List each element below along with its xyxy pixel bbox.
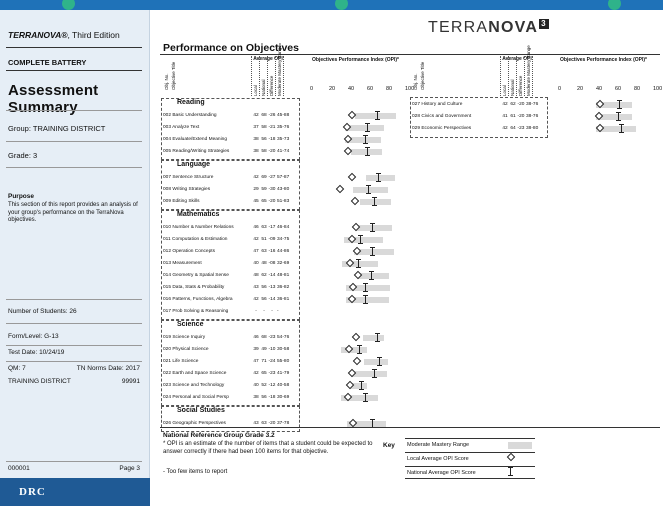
- doc-number: 000001: [8, 465, 30, 472]
- local-opi: 38: [253, 137, 259, 142]
- opi-difference: -09: [268, 237, 276, 242]
- mastery-range: 35-73: [277, 137, 290, 142]
- mastery-range: 35-76: [277, 125, 290, 130]
- mastery-range: 38-76: [526, 102, 539, 107]
- local-opi: 38: [253, 395, 259, 400]
- grade-label: Grade: 3: [8, 151, 38, 160]
- objective-title: 029 Economic Perspectives: [412, 126, 472, 131]
- opi-difference: -18: [268, 395, 276, 400]
- national-score-marker: [356, 259, 361, 268]
- category-box: [161, 210, 300, 320]
- column-rule: [251, 56, 252, 96]
- national-opi: 68: [261, 335, 267, 340]
- local-opi: 41: [502, 114, 508, 119]
- local-opi: -: [255, 309, 257, 314]
- column-rule: [532, 56, 533, 96]
- opi-difference: -14: [268, 273, 276, 278]
- mastery-range: -: [277, 309, 279, 314]
- mastery-range: 37-78: [277, 421, 290, 426]
- category-heading: Language: [177, 161, 211, 168]
- national-opi: 64: [510, 126, 516, 131]
- district-code: 99991: [121, 378, 140, 385]
- opi-difference: -24: [268, 359, 276, 364]
- objective-title: 022 Earth and Space Science: [163, 371, 227, 376]
- local-score-marker: [352, 357, 360, 365]
- objective-title: 028 Civics and Government: [412, 114, 472, 119]
- objective-title: 008 Writing Strategies: [163, 187, 211, 192]
- local-opi: 42: [502, 102, 508, 107]
- scale-tick-label: 40: [348, 86, 355, 92]
- mastery-range: 43-80: [277, 187, 290, 192]
- national-opi: 58: [261, 149, 267, 154]
- national-opi: 63: [261, 421, 267, 426]
- objective-title: 013 Measurement: [163, 261, 202, 266]
- district-name: TRAINING DISTRICT: [8, 378, 71, 385]
- local-opi: 42: [253, 297, 259, 302]
- divider: [6, 461, 142, 462]
- opi-heading: Objectives Performance Index (OPI)*: [560, 57, 647, 63]
- scale-tick-label: 80: [386, 86, 393, 92]
- report-title: Assessment Summary: [8, 82, 99, 116]
- mastery-range: 34-75: [277, 237, 290, 242]
- opi-difference: -23: [517, 126, 525, 131]
- form-level: Form/Level: G-13: [8, 333, 59, 340]
- opi-difference: -20: [268, 149, 276, 154]
- objective-title: 012 Operation Concepts: [163, 249, 215, 254]
- national-opi: 56: [261, 395, 267, 400]
- local-opi: 40: [253, 261, 259, 266]
- national-opi: 52: [261, 383, 267, 388]
- national-opi: 69: [261, 175, 267, 180]
- category-heading: Reading: [177, 99, 205, 106]
- col-difference: Difference: [269, 75, 274, 96]
- opi-difference: -18: [268, 137, 276, 142]
- objective-title: 009 Editing Skills: [163, 199, 200, 204]
- divider: [6, 141, 142, 142]
- scale-tick-label: 40: [596, 86, 603, 92]
- col-national: National: [261, 79, 266, 96]
- national-score-marker: [359, 381, 364, 390]
- objective-title: 005 Reading/Writing Strategies: [163, 149, 230, 154]
- category-box: [410, 97, 548, 138]
- scale-tick-label: 0: [310, 86, 314, 92]
- col-obj-no: Obj. No.: [413, 73, 418, 90]
- opi-difference: -20: [517, 114, 525, 119]
- local-score-marker: [335, 185, 343, 193]
- objective-title: 021 Life Science: [163, 359, 199, 364]
- dash-footnote: - Too few items to report: [163, 469, 228, 475]
- column-rule: [516, 56, 517, 96]
- mastery-range: 51-83: [277, 199, 290, 204]
- scale-tick-label: 100: [405, 86, 415, 92]
- col-national: National: [510, 79, 515, 96]
- top-bar: [0, 0, 663, 10]
- national-score-marker: [363, 393, 368, 402]
- qm-row: [8, 365, 140, 372]
- key-label: Key: [383, 442, 395, 449]
- category-box: [161, 160, 300, 210]
- objective-title: 002 Basic Understanding: [163, 113, 217, 118]
- national-opi: 63: [261, 249, 267, 254]
- objective-title: 024 Personal and Social Persp: [163, 395, 229, 400]
- mastery-range: 41-79: [277, 371, 290, 376]
- objective-title: 017 Prob Solving & Reasoning: [163, 309, 229, 314]
- column-rule: [283, 56, 284, 96]
- page-number: Page 3: [119, 465, 140, 472]
- divider: [6, 323, 142, 324]
- district-row: [8, 378, 140, 385]
- national-score-marker: [365, 147, 370, 156]
- national-score-marker: [619, 124, 624, 133]
- mastery-range: 38-80: [526, 126, 539, 131]
- group-label: Group: TRAINING DISTRICT: [8, 124, 106, 133]
- sidebar: [0, 10, 150, 506]
- objective-title: 027 History and Culture: [412, 102, 463, 107]
- reference-group: National Reference Group Grade 3.2: [163, 432, 275, 439]
- category-heading: Science: [177, 321, 204, 328]
- key-mastery-swatch: [508, 442, 532, 449]
- national-opi: 65: [261, 199, 267, 204]
- national-score-marker: [372, 197, 377, 206]
- local-opi: 42: [253, 175, 259, 180]
- local-score-marker: [351, 333, 359, 341]
- col-obj-title: Objective Title: [171, 61, 176, 90]
- national-opi: 59: [261, 187, 267, 192]
- local-score-marker: [348, 173, 356, 181]
- divider: [6, 361, 142, 362]
- local-opi: 42: [253, 371, 259, 376]
- opi-difference: -13: [268, 285, 276, 290]
- national-opi: 49: [261, 347, 267, 352]
- national-opi: 61: [510, 114, 516, 119]
- scale-tick-label: 60: [615, 86, 622, 92]
- divider: [160, 427, 660, 428]
- mastery-range: 48-81: [277, 273, 290, 278]
- opi-difference: -27: [268, 175, 276, 180]
- col-local: Local: [253, 85, 258, 96]
- mastery-range: 46-84: [277, 225, 290, 230]
- battery-label: COMPLETE BATTERY: [8, 58, 87, 67]
- local-opi: 43: [253, 421, 259, 426]
- national-opi: 56: [261, 285, 267, 290]
- category-heading: Mathematics: [177, 211, 220, 218]
- local-opi: 47: [253, 249, 259, 254]
- mastery-range: 30-69: [277, 395, 290, 400]
- national-score-marker: [357, 345, 362, 354]
- opi-difference: -23: [268, 371, 276, 376]
- key-mastery: Moderate Mastery Range: [405, 438, 535, 450]
- scale-tick-label: 0: [558, 86, 562, 92]
- col-mastery: Moderate Mastery Range: [277, 45, 282, 96]
- objective-title: 007 Sentence Structure: [163, 175, 214, 180]
- local-opi: 47: [253, 359, 259, 364]
- national-opi: -: [263, 309, 265, 314]
- purpose-heading: Purpose: [8, 193, 35, 200]
- mastery-range: 30-58: [277, 347, 290, 352]
- national-opi: 65: [261, 371, 267, 376]
- col-mastery: Moderate Mastery Range: [526, 45, 531, 96]
- divider: [6, 47, 142, 48]
- national-score-marker: [365, 123, 370, 132]
- col-difference: Difference: [518, 75, 523, 96]
- national-score-marker: [370, 247, 375, 256]
- mastery-range: 40-58: [277, 383, 290, 388]
- national-opi: 56: [261, 137, 267, 142]
- local-score-icon: [507, 453, 515, 461]
- objective-title: 003 Analyze Text: [163, 125, 200, 130]
- objective-title: 015 Data, Stats & Probability: [163, 285, 225, 290]
- opi-heading: Objectives Performance Index (OPI)*: [312, 57, 399, 63]
- decor-dot: [335, 0, 348, 10]
- opi-difference: -17: [268, 225, 276, 230]
- objective-title: 014 Geometry & Spatial Sense: [163, 273, 229, 278]
- col-obj-no: Obj. No.: [164, 73, 169, 90]
- column-rule: [275, 56, 276, 96]
- category-box: [161, 406, 300, 432]
- scale-tick-label: 80: [634, 86, 641, 92]
- decor-dot: [62, 0, 75, 10]
- national-opi: 68: [261, 113, 267, 118]
- opi-difference: -14: [268, 297, 276, 302]
- national-opi: 51: [261, 237, 267, 242]
- mastery-range-bar: [351, 371, 387, 377]
- key-national-marker: [506, 466, 516, 477]
- qm-label: QM: 7: [8, 365, 26, 372]
- scale-tick-label: 20: [329, 86, 336, 92]
- national-score-marker: [376, 173, 381, 182]
- mastery-range: 38-76: [526, 114, 539, 119]
- local-opi: 37: [253, 125, 259, 130]
- page-row: [8, 465, 140, 472]
- local-opi: 43: [253, 285, 259, 290]
- col-local: Local: [502, 85, 507, 96]
- key-national: National Average OPI Score: [405, 466, 535, 479]
- opi-difference: -30: [268, 187, 276, 192]
- local-opi: 42: [253, 113, 259, 118]
- divider: [6, 299, 142, 300]
- national-score-marker: [616, 112, 621, 121]
- terranova-logo: TERRANOVA 3: [428, 19, 547, 36]
- opi-difference: -20: [268, 421, 276, 426]
- national-score-marker: [375, 111, 380, 120]
- national-opi: 56: [261, 297, 267, 302]
- national-opi: 58: [261, 125, 267, 130]
- mastery-range: 45-88: [277, 113, 290, 118]
- divider: [6, 345, 142, 346]
- objective-title: 019 Science Inquiry: [163, 335, 206, 340]
- opi-difference: -21: [268, 125, 276, 130]
- opi-difference: -20: [268, 199, 276, 204]
- local-opi: 42: [502, 126, 508, 131]
- opi-difference: -08: [268, 261, 276, 266]
- local-opi: 48: [253, 273, 259, 278]
- key-local-marker: [506, 452, 516, 463]
- national-score-marker: [370, 223, 375, 232]
- decor-dot: [608, 0, 621, 10]
- norms-date: TN Norms Date: 2017: [76, 365, 140, 372]
- opi-difference: -20: [517, 102, 525, 107]
- section-title: Performance on Objectives: [163, 42, 299, 54]
- test-date: Test Date: 10/24/19: [8, 349, 65, 356]
- column-rule: [508, 56, 509, 96]
- opi-footnote: * OPI is an estimate of the number of items that a student could be expected to answer correctly if there had been 100 items for that objective.: [163, 441, 373, 455]
- category-box: [161, 320, 300, 406]
- mastery-range: 41-74: [277, 149, 290, 154]
- national-score-marker: [358, 235, 363, 244]
- opi-difference: -16: [268, 249, 276, 254]
- local-opi: 29: [253, 187, 259, 192]
- mastery-range: 54-76: [277, 335, 290, 340]
- scale-tick-label: 20: [577, 86, 584, 92]
- national-opi: 48: [261, 261, 267, 266]
- opi-difference: -26: [268, 113, 276, 118]
- mastery-range: 36-82: [277, 285, 290, 290]
- column-rule: [500, 56, 501, 96]
- opi-difference: -12: [268, 383, 276, 388]
- divider: [160, 54, 660, 55]
- column-rule: [524, 56, 525, 96]
- national-score-marker: [375, 333, 380, 342]
- local-opi: 46: [253, 225, 259, 230]
- objective-title: 020 Physical Science: [163, 347, 209, 352]
- national-opi: 71: [261, 359, 267, 364]
- mastery-range: 36-81: [277, 297, 290, 302]
- national-score-marker: [617, 100, 622, 109]
- mastery-range: 57-87: [277, 175, 290, 180]
- national-score-marker: [363, 135, 368, 144]
- avg-opi-heading: Average OPI: [502, 56, 532, 62]
- national-score-marker: [366, 185, 371, 194]
- col-obj-title: Objective Title: [420, 61, 425, 90]
- divider: [6, 110, 142, 111]
- local-opi: 46: [253, 335, 259, 340]
- objective-title: 010 Number & Number Relations: [163, 225, 234, 230]
- national-score-marker: [363, 295, 368, 304]
- national-opi: 62: [261, 273, 267, 278]
- objective-title: 004 Evaluate/Extend Meaning: [163, 137, 228, 142]
- opi-difference: -: [271, 309, 273, 314]
- local-opi: 45: [253, 199, 259, 204]
- national-score-marker: [363, 283, 368, 292]
- national-opi: 63: [261, 225, 267, 230]
- category-box: [161, 98, 300, 160]
- opi-difference: -23: [268, 335, 276, 340]
- mastery-range: 44-86: [277, 249, 290, 254]
- objective-title: 011 Computation & Estimation: [163, 237, 228, 242]
- local-opi: 38: [253, 149, 259, 154]
- purpose-text: This section of this report provides an analysis of your group's performance on the TerraNova objectives.: [8, 202, 138, 223]
- avg-opi-heading: Average OPI: [253, 56, 283, 62]
- objective-title: 016 Patterns, Functions, Algebra: [163, 297, 233, 302]
- national-score-icon: [508, 467, 513, 476]
- scale-tick-label: 100: [653, 86, 663, 92]
- national-score-marker: [372, 369, 377, 378]
- divider: [6, 70, 142, 71]
- scale-tick-label: 60: [367, 86, 374, 92]
- key-local: Local Average OPI Score: [405, 452, 535, 464]
- drc-logo: DRC: [0, 478, 150, 506]
- category-heading: Social Studies: [177, 407, 225, 414]
- national-opi: 62: [510, 102, 516, 107]
- divider: [6, 167, 142, 168]
- local-opi: 42: [253, 237, 259, 242]
- column-rule: [259, 56, 260, 96]
- edition-title: TERRANOVA®, Third Edition: [8, 30, 120, 40]
- local-opi: 39: [253, 347, 259, 352]
- local-opi: 40: [253, 383, 259, 388]
- column-rule: [267, 56, 268, 96]
- mastery-range-bar: [364, 359, 388, 365]
- student-count: Number of Students: 26: [8, 308, 77, 315]
- mastery-range: 55-80: [277, 359, 290, 364]
- local-score-marker: [351, 197, 359, 205]
- objective-title: 023 Science and Technology: [163, 383, 225, 388]
- mastery-range: 32-69: [277, 261, 290, 266]
- objective-title: 026 Geographic Perspectives: [163, 421, 226, 426]
- national-score-marker: [369, 271, 374, 280]
- opi-difference: -10: [268, 347, 276, 352]
- national-score-marker: [377, 357, 382, 366]
